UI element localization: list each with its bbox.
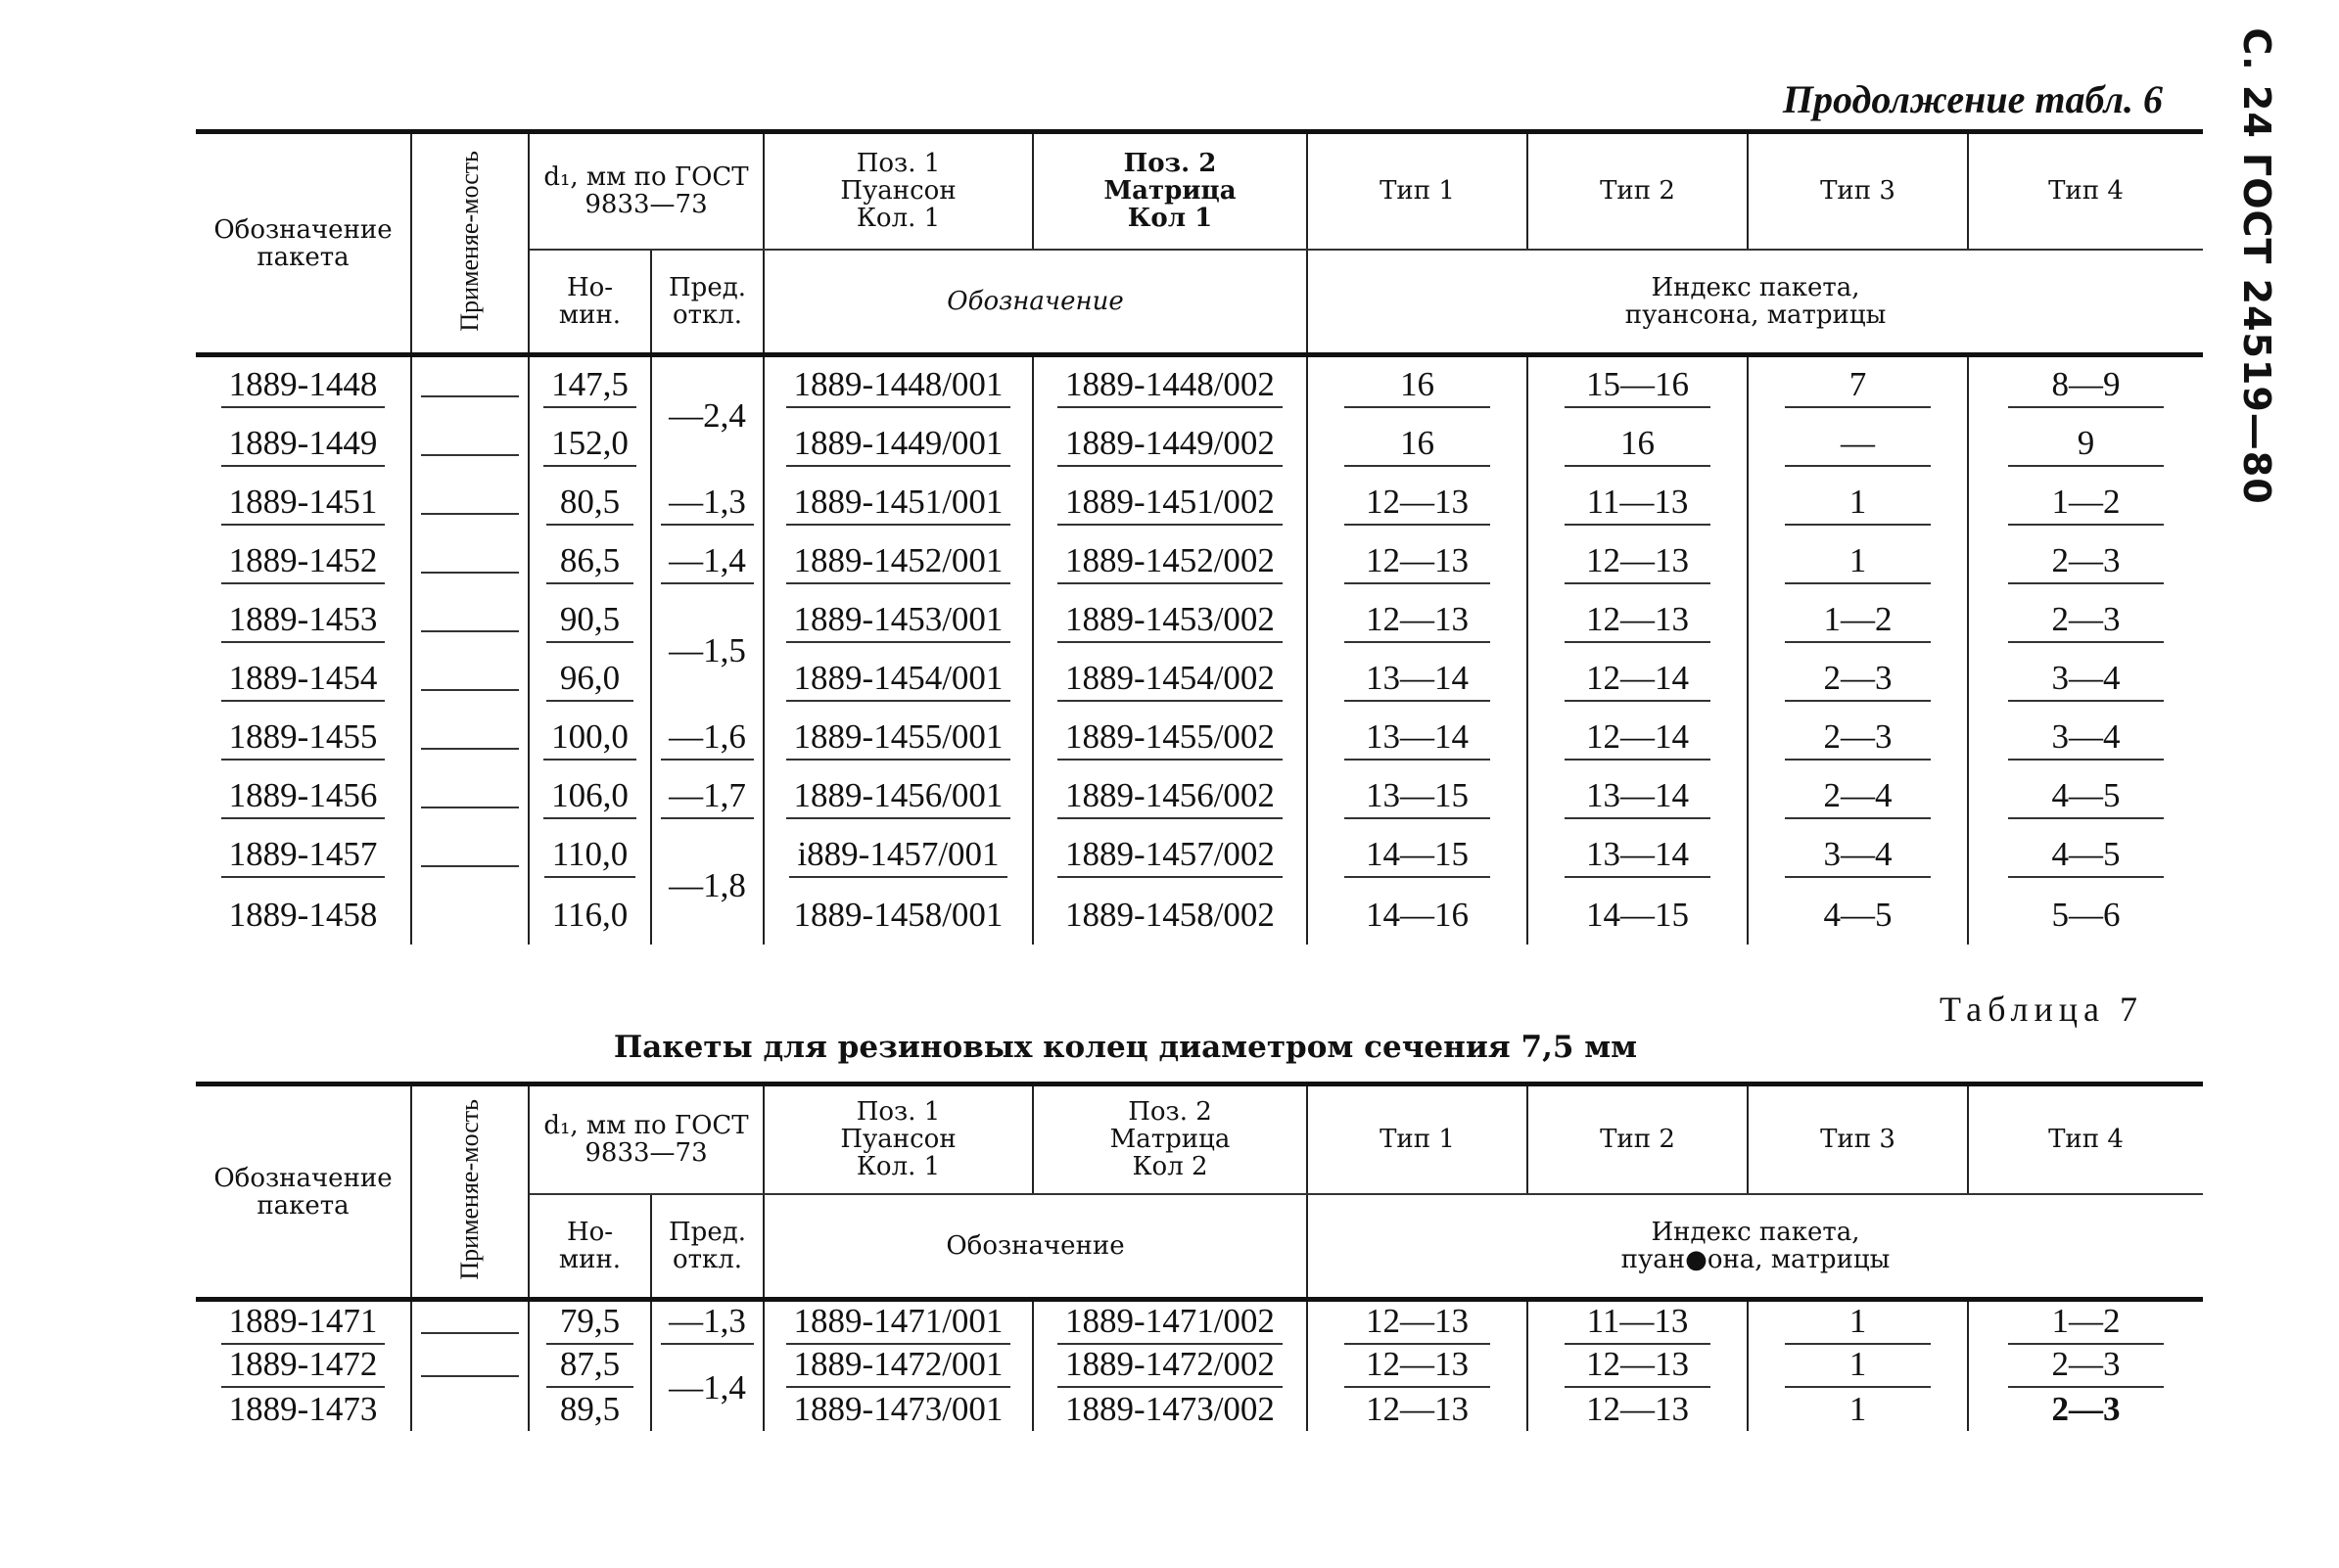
table-cell [1527,710,1748,768]
cell-value: 1889-1471/001 [786,1302,1011,1345]
t7-applicability-label: Применяе-мость [455,1098,484,1280]
table-cell [1527,355,1748,417]
table-cell [764,416,1033,475]
table-cell [764,533,1033,592]
cell-value: —1,7 [661,776,754,819]
table-cell [196,827,411,886]
t7-header-type2: Тип 2 [1527,1084,1748,1194]
table-cell [529,827,651,886]
table-cell [764,592,1033,651]
t7-header-designation: Обозначение пакета [196,1084,411,1300]
cell-value: 3—4 [1785,835,1932,878]
table-cell [411,651,529,710]
cell-value: 1 [1785,483,1932,526]
cell-value: 1889-1454 [221,659,386,702]
table-cell: 2—3 [2051,1390,2121,1428]
cell-value: 2—3 [1785,659,1932,702]
table-cell [1748,533,1968,592]
header-type1: Тип 1 [1307,132,1527,250]
table-7-body [196,1300,2203,1432]
cell-value: 1889-1452 [221,541,386,584]
table-cell [1033,355,1307,417]
cell-value: 1889-1452/002 [1057,541,1283,584]
table-7-title: Пакеты для резиновых колец диаметром сечения 7,5 мм [613,1030,1638,1065]
cell-value: 1889-1472 [221,1345,386,1388]
table-cell [529,651,651,710]
t7-header-type1: Тип 1 [1307,1084,1527,1194]
cell-value: 1 [1785,1302,1932,1345]
table-cell [1968,592,2203,651]
table-cell [411,592,529,651]
table-row [196,592,2203,651]
table-cell [1748,475,1968,533]
table-cell [1527,592,1748,651]
side-header-text: С. 24 ГОСТ 24519—80 [2235,27,2278,505]
cell-value: 1 [1785,1345,1932,1388]
cell-value: 16 [1344,365,1491,408]
cell-value: 1—2 [1785,600,1932,643]
header-applicability [411,132,529,355]
table-cell: 1889-1458/001 [764,886,1033,945]
cell-value: 1889-1471 [221,1302,386,1345]
cell-value: 14—15 [1344,835,1491,878]
table-cell [764,768,1033,827]
table-row [196,416,2203,475]
table-cell: —1,4 [651,1345,764,1431]
table-cell [196,416,411,475]
table-row [196,533,2203,592]
table-cell [1748,710,1968,768]
table-cell [1968,1300,2203,1346]
cell-value: 96,0 [546,659,634,702]
table-cell: 1889-1473 [196,1388,411,1431]
table-cell [411,710,529,768]
table-cell [411,475,529,533]
cell-value: 13—14 [1344,717,1491,761]
cell-value: 16 [1565,424,1711,467]
table-cell [1968,827,2203,886]
table-cell [1307,592,1527,651]
table-cell: 14—16 [1307,886,1527,945]
cell-value: 12—13 [1344,1302,1491,1345]
table-cell [1307,827,1527,886]
t7-header-designation-sub: Обозначение [764,1194,1307,1300]
cell-value: 2—3 [2008,1345,2164,1388]
table-cell [196,710,411,768]
table-row [196,886,2203,945]
cell-value: 13—14 [1565,835,1711,878]
table-cell [1307,1345,1527,1388]
header-type2: Тип 2 [1527,132,1748,250]
table-cell [764,1300,1033,1346]
table-cell [196,533,411,592]
cell-value: 100,0 [543,717,636,761]
cell-value: 1889-1454/002 [1057,659,1283,702]
cell-value: 13—14 [1344,659,1491,702]
table-cell [196,651,411,710]
cell-value: 3—4 [2008,659,2164,702]
cell-value: 2—4 [1785,776,1932,819]
table-cell [1748,1345,1968,1388]
cell-value: 147,5 [543,365,636,408]
table-cell [1307,533,1527,592]
t7-header-index: Индекс пакета, пуан●она, матрицы [1620,1217,1891,1274]
table-cell: —2,4 [651,355,764,476]
t7-header-tol: Пред. откл. [651,1194,764,1300]
table-cell [529,416,651,475]
table-cell [1033,533,1307,592]
cell-value: 86,5 [546,541,634,584]
dash-line [421,805,519,808]
table-cell [1748,768,1968,827]
cell-value: 1889-1449/002 [1057,424,1283,467]
table-row [196,475,2203,533]
t7-header-type4: Тип 4 [1968,1084,2203,1194]
table-cell [411,355,529,417]
header-pos1: Поз. 1 Пуансон Кол. 1 [764,132,1033,250]
cell-value: 1889-1471/002 [1057,1302,1283,1345]
table-cell [196,1300,411,1346]
cell-value: 1889-1456/001 [786,776,1011,819]
table-cell [1527,533,1748,592]
cell-value: 1889-1453 [221,600,386,643]
table-cell [529,768,651,827]
table-cell [764,710,1033,768]
table-cell [1527,1345,1748,1388]
table-cell [529,475,651,533]
table-cell [1033,592,1307,651]
cell-value: 1 [1785,541,1932,584]
table-cell [764,827,1033,886]
cell-value: 12—13 [1344,483,1491,526]
cell-value: 13—15 [1344,776,1491,819]
table-cell [1968,355,2203,417]
cell-value: i889-1457/001 [789,835,1006,878]
applicability-label: Применяе-мость [455,150,484,332]
cell-value: 2—3 [2008,600,2164,643]
cell-value: 11—13 [1565,483,1711,526]
cell-value: 1889-1456/002 [1057,776,1283,819]
cell-value: 1889-1453/001 [786,600,1011,643]
table-cell [196,1345,411,1388]
cell-value: 9 [2008,424,2164,467]
cell-value: 1889-1472/001 [786,1345,1011,1388]
table-cell [411,827,529,886]
cell-value: 12—13 [1344,1345,1491,1388]
header-designation: Обозначение пакета [196,132,411,355]
table-cell [529,533,651,592]
table-cell [1527,827,1748,886]
page-side-header [2227,27,2286,505]
cell-value: 12—13 [1565,600,1711,643]
table-cell [651,710,764,768]
cell-value: 1—2 [2008,1302,2164,1345]
table-cell [1307,768,1527,827]
table-cell: 1889-1473/001 [764,1388,1033,1431]
table-cell [1968,710,2203,768]
cell-value: 1889-1455/001 [786,717,1011,761]
table-cell [1748,592,1968,651]
table-cell [1033,768,1307,827]
header-type3: Тип 3 [1748,132,1968,250]
cell-value: 12—13 [1344,600,1491,643]
table-cell [529,592,651,651]
dash-line [421,452,519,456]
table-cell [651,1300,764,1346]
table-cell [1968,768,2203,827]
cell-value: 2—3 [1785,717,1932,761]
table-cell [651,475,764,533]
cell-value: 1889-1449 [221,424,386,467]
table-cell [1527,651,1748,710]
cell-value: —1,3 [661,1302,754,1345]
table-cell [411,1345,529,1388]
dash-line [421,511,519,515]
cell-value: 106,0 [543,776,636,819]
cell-value: 110,0 [544,835,635,878]
cell-value: 1889-1449/001 [786,424,1011,467]
table-cell [1527,416,1748,475]
cell-value: 12—13 [1565,1345,1711,1388]
cell-value: 8—9 [2008,365,2164,408]
cell-value: 1889-1448/002 [1057,365,1283,408]
t7-header-nom: Но-мин. [529,1194,651,1300]
cell-value: 4—5 [2008,835,2164,878]
cell-value: —1,3 [661,483,754,526]
table-row [196,355,2203,417]
table-cell [1307,1300,1527,1346]
cell-value: 12—14 [1565,717,1711,761]
table-cell [1033,710,1307,768]
cell-value: 1889-1448 [221,365,386,408]
table-cell [764,1345,1033,1388]
table-cell [1748,651,1968,710]
table-cell [1033,416,1307,475]
cell-value: 1889-1451 [221,483,386,526]
cell-value: 1889-1457 [221,835,386,878]
table-cell [764,475,1033,533]
cell-value: 16 [1344,424,1491,467]
table-6 [196,129,2203,945]
table-cell [196,475,411,533]
table-cell [764,651,1033,710]
table-row [196,1300,2203,1346]
table-row [196,827,2203,886]
cell-value: 2—3 [2008,541,2164,584]
cell-value: 12—14 [1565,659,1711,702]
table-cell [764,355,1033,417]
table-cell: —1,5 [651,592,764,710]
t7-header-applicability [411,1084,529,1300]
table-cell [411,416,529,475]
cell-value: 1889-1454/001 [786,659,1011,702]
cell-value: 1889-1452/001 [786,541,1011,584]
table-cell [1748,827,1968,886]
dash-line [421,746,519,750]
table-cell: 12—13 [1527,1388,1748,1431]
table-cell [1968,651,2203,710]
cell-value: 1889-1457/002 [1057,835,1283,878]
table-cell: 116,0 [529,886,651,945]
cell-value: 7 [1785,365,1932,408]
header-designation-sub: Обозначение [764,250,1307,355]
table-cell [1968,1345,2203,1388]
table-cell [1307,651,1527,710]
header-d1: d₁, мм по ГОСТ 9833—73 [529,132,764,250]
cell-value: 80,5 [546,483,634,526]
t7-header-pos1: Поз. 1 Пуансон Кол. 1 [764,1084,1033,1194]
cell-value: 4—5 [2008,776,2164,819]
cell-value: 13—14 [1565,776,1711,819]
cell-value: 79,5 [546,1302,634,1345]
table-6-body [196,355,2203,945]
cell-value: 12—13 [1344,541,1491,584]
table-row [196,768,2203,827]
table-cell [1968,475,2203,533]
cell-value: 1889-1455 [221,717,386,761]
cell-value: 15—16 [1565,365,1711,408]
t7-header-pos2: Поз. 2 Матрица Кол 2 [1033,1084,1307,1194]
table-cell [1033,827,1307,886]
table-cell [411,1388,529,1431]
table-cell: 4—5 [1748,886,1968,945]
t7-header-d1: d₁, мм по ГОСТ 9833—73 [529,1084,764,1194]
table-row [196,1388,2203,1431]
table-7-label: Таблица 7 [1940,990,2143,1029]
table-cell [529,710,651,768]
table-cell [1307,416,1527,475]
table-cell: 1 [1748,1388,1968,1431]
table-cell: 1889-1458 [196,886,411,945]
table-cell [1968,533,2203,592]
table-cell [411,1300,529,1346]
cell-value: —1,4 [661,541,754,584]
cell-value: 1889-1456 [221,776,386,819]
table-row [196,1345,2203,1388]
table-cell [1748,355,1968,417]
cell-value: 1889-1451/001 [786,483,1011,526]
table-cell [411,886,529,945]
table-row [196,651,2203,710]
table-cell [196,355,411,417]
cell-value: 1889-1472/002 [1057,1345,1283,1388]
table-cell [1748,1300,1968,1346]
cell-value: 90,5 [546,600,634,643]
cell-value: 11—13 [1565,1302,1711,1345]
dash-line [421,687,519,691]
cell-value: 1889-1451/002 [1057,483,1283,526]
table-cell: 12—13 [1307,1388,1527,1431]
table-cell: 5—6 [2051,896,2121,934]
table-cell [1968,416,2203,475]
table-cell [1033,475,1307,533]
cell-value: — [1785,424,1932,467]
table-cell [411,533,529,592]
table-cell [651,533,764,592]
cell-value: 87,5 [546,1345,634,1388]
table-cell [651,768,764,827]
header-pos2: Поз. 2 Матрица Кол 1 [1033,132,1307,250]
cell-value: —1,6 [661,717,754,761]
table-cell [529,1345,651,1388]
header-type4: Тип 4 [1968,132,2203,250]
cell-value: 1889-1455/002 [1057,717,1283,761]
table-7 [196,1082,2203,1431]
cell-value: 1—2 [2008,483,2164,526]
table-cell [1527,475,1748,533]
table-cell: 1889-1458/002 [1033,886,1307,945]
header-tol: Пред. откл. [651,250,764,355]
table-cell [196,592,411,651]
table-cell [529,355,651,417]
cell-value: 1889-1453/002 [1057,600,1283,643]
table-cell [1033,1345,1307,1388]
cell-value: 1889-1448/001 [786,365,1011,408]
table-cell: —1,8 [651,827,764,945]
table-cell [1527,1300,1748,1346]
dash-line [421,863,519,867]
table-cell [1527,768,1748,827]
table-cell: 1889-1473/002 [1033,1388,1307,1431]
dash-line [421,393,519,397]
table-cell [1033,651,1307,710]
table-cell [411,768,529,827]
dash-line [421,1373,519,1377]
dash-line [421,628,519,632]
table-cell [1033,1300,1307,1346]
table-cell: 14—15 [1527,886,1748,945]
cell-value: 12—13 [1565,541,1711,584]
cell-value: 152,0 [543,424,636,467]
table-cell [196,768,411,827]
continuation-caption: Продолжение табл. 6 [1782,77,2163,121]
dash-line [421,1330,519,1334]
cell-value: 3—4 [2008,717,2164,761]
table-row [196,710,2203,768]
header-index: Индекс пакета, пуансона, матрицы [1624,272,1887,330]
table-cell [1307,355,1527,417]
table-cell [1307,475,1527,533]
t7-header-type3: Тип 3 [1748,1084,1968,1194]
header-nom: Но-мин. [529,250,651,355]
table-cell [529,1300,651,1346]
table-cell: 89,5 [529,1388,651,1431]
table-cell [1748,416,1968,475]
dash-line [421,570,519,574]
table-cell [1307,710,1527,768]
